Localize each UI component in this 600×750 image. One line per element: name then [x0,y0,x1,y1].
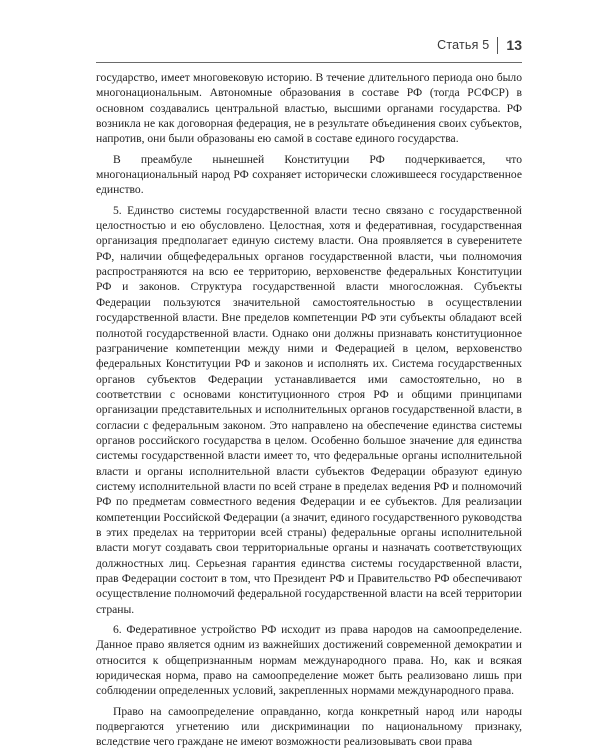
running-header [437,34,522,56]
paragraph-4: 6. Федеративное устройство РФ исходит из права народов на самоопределение. Данное право является одним из важнейших достижений современной демократии и относится к общепризнанным нормам международного права. Но, как и всякая юридическая норма, право на самоопределение может быть реализовано лишь при соблюдении определенных условий, закрепленных нормами международного права. [96,623,522,698]
header-separator [497,37,498,54]
paragraph-2: В преамбуле нынешней Конституции РФ подчеркивается, что многонациональный народ РФ сохраняет исторически сложившееся государственное единство. [96,152,522,197]
page-body [96,70,522,750]
section-title: Статья 5 [437,38,490,52]
paragraph-1: государство, имеет многовековую историю. В течение длительного периода оно было многонациональным. Автономные образования в составе РФ (тогда РСФСР) в основном создавались центральной властью, высшими органами государства. РФ возникла не как договорная федерация, не в результате объединения своих субъектов, напротив, они были образованы ею самой в составе единого государства. [96,71,522,146]
page-number: 13 [506,37,522,53]
paragraph-5: Право на самоопределение оправданно, когда конкретный народ или народы подвергаются угнетению или дискриминации по национальному признаку, вследствие чего граждане не имеют возможности реализовывать свои права [96,704,522,749]
paragraph-3: 5. Единство системы государственной власти тесно связано с государственной целостностью и ею обусловлено. Целостная, хотя и федеративная, государственная организация предполагает единую систему власти. Она проявляется в суверенитете РФ, наличии общефедеральных органов государственной власти, чьи полномочия распространяются на всю ее территорию, верховенстве федеральных Конституции РФ и законов. Структура государственной власти многосложная. Субъекты Федерации пользуются значительной самостоятельностью в осуществлении государственной власти. Вне пределов компетенции РФ эти субъекты обладают всей полнотой государственной власти. Однако они должны признавать конституционное разграничение компетенции между ними и Федерацией в целом, верховенство федеральных Конституции РФ и законов и исполнять их. Система государственных органов субъектов Федерации устанавливается ими самостоятельно, но в соответствии с основами конституционного строя РФ и общими принципами организации представительных и исполнительных органов государственной власти, в согласии с федеральным законом. Это направлено на обеспечение единства системы органов российского государства в целом. Особенно большое значение для единства системы государственной власти имеет то, что федеральные органы исполнительной власти и органы исполнительной власти субъектов Федерации образуют единую систему исполнительной власти по всей стране в пределах ведения РФ и полномочий РФ по предметам совместного ведения Федерации и ее субъектов. Для реализации компетенции Российской Федерации (а значит, единого государственного руководства в этих пределах на территории всей страны) федеральные органы исполнительной власти могут создавать свои территориальные органы и назначать соответствующих должностных лиц. Серьезная гарантия единства системы государственной власти, прав Федерации состоит в том, что Президент РФ и Правительство РФ обеспечивают осуществление полномочий федеральной государственной власти на всей территории страны. [96,203,522,616]
header-rule [96,62,522,63]
